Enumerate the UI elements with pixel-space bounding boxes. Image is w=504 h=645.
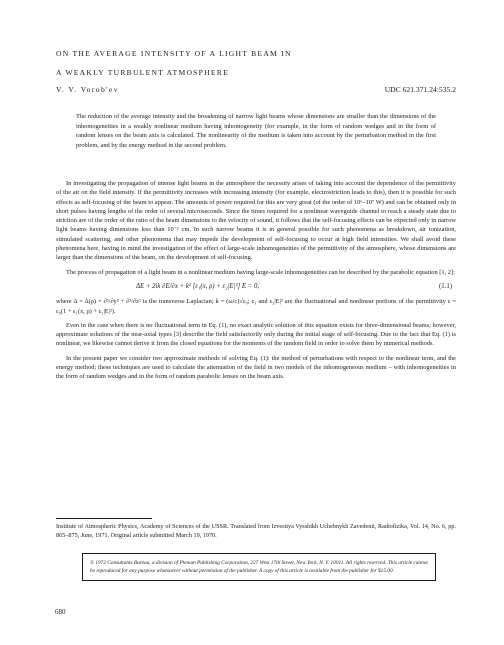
copyright-box: © 1972 Consultants Bureau, a division of Plenum Publishing Corporation, 227 West 17th Street, New York, N. Y. 10011. All rights reserved. This article cannot be reproduced for any purpose whatsoever without permission of the publisher. A copy of this article is available from the publisher for $15.00. [82, 553, 436, 581]
author: V. V. Vorob'ev [56, 85, 119, 94]
byline [56, 85, 456, 94]
page-number: 680 [55, 608, 66, 616]
body-paragraph: Even in the case when there is no fluctuational term in Eq. (1), no exact analytic solution of this equation exists for three-dimensional beams; however, approximate solutions of the near-axial types [3] describe the field satisfactorily only during the initial stage of self-focusing. Due to the fact that Eq. (1) is nonlinear, we likewise cannot derive it from the closed equations for the moments of the random field in order to solve them by numerical methods. [56, 321, 456, 348]
equation-number: (1.1) [438, 282, 452, 290]
udc-code: UDC 621.371.24:535.2 [384, 85, 456, 94]
body-paragraph: where Δ = Δ(ρ) = ∂²/∂y² + ∂²/∂z² is the transverse Laplacian; k = (ω/c)√ε₀; ε₁ and ε₂|E|² are the fluctuational and nonlinear portions of the permittivity ε = ε₀(1 + ε₁(x, ρ) + ε₂|E|²). [56, 298, 456, 315]
body-paragraph: In investigating the propagation of intense light beams in the atmosphere the necessity arises of taking into account the dependence of the permittivity of the air on the field intensity. If the permittivity increases with increasing intensity (for example, electrostriction leads to this), then it is possible for such effects as self-focusing of the beam to appear. The amounts of power required for this are very great (of the order of 10⁶–10⁷ W) and can be obtained only in short pulses having lengths of the order of several microseconds. Since the times required for a nonlinear waveguide channel to reach a steady state due to striction are of the order of the ratio of the beam dimensions to the velocity of sound, it follows that the self-focusing effects can be expected only in narrow light beams having dimensions less than 10⁻¹ cm. In such narrow beams it is in general possible for such phenomena as breakdown, air ionization, stimulated scattering, and other phenomena that may impede the development of self-focusing to occur at high field intensities. We shall avoid these phenomena here, having in mind the investigation of the effect of large-scale inhomogeneities of the permittivity of the atmosphere, whose dimensions are larger than the dimensions of the beam, on the development of self-focusing. [56, 180, 456, 262]
footnote: Institute of Atmospheric Physics, Academy of Sciences of the USSR. Translated from Izvestiya Vysshikh Uchebnykh Zavedenii, Radiofizika, Vol. 14, No. 6, pp. 865–875, June, 1971. Original article submitted March 19, 1970. [56, 523, 456, 539]
footnote-rule [56, 518, 152, 519]
article-title [56, 44, 292, 82]
equation-1-1 [56, 282, 456, 291]
body-paragraph: The process of propagation of a light beam in a nonlinear medium having large-scale inhomogeneities can be described by the parabolic equation [1, 2]: [66, 268, 455, 276]
equation-expression: ΔE + 2ik ∂E/∂x + k² [ε₁(x, ρ) + ε₂|E|²] E = 0, [136, 282, 260, 290]
abstract: The reduction of the average intensity and the broadening of narrow light beams whose dimensions are smaller than the dimensions of the inhomogeneities in a weakly nonlinear medium having inhomogeneity (for example, in the form of random wedges and in the form of random lenses on the beam axis is calculated. The nonlinearity of the medium is taken into account by the perturbation method in the first problem, and by the energy method in the second problem. [76, 113, 436, 149]
article-body [56, 179, 456, 387]
body-paragraph: In the present paper we consider two approximate methods of solving Eq. (1): the method of perturbations with respect to the nonlinear term, and the energy method; these techniques are used to calculate the attenuation of the field in two models of the inhomogeneous medium – with inhomogeneities in the form of random wedges and in the form of random parabolic lenses on the beam axis. [56, 354, 456, 381]
title-line-1: ON THE AVERAGE INTENSITY OF A LIGHT BEAM IN [56, 49, 292, 58]
title-line-2: A WEAKLY TURBULENT ATMOSPHERE [56, 68, 229, 77]
